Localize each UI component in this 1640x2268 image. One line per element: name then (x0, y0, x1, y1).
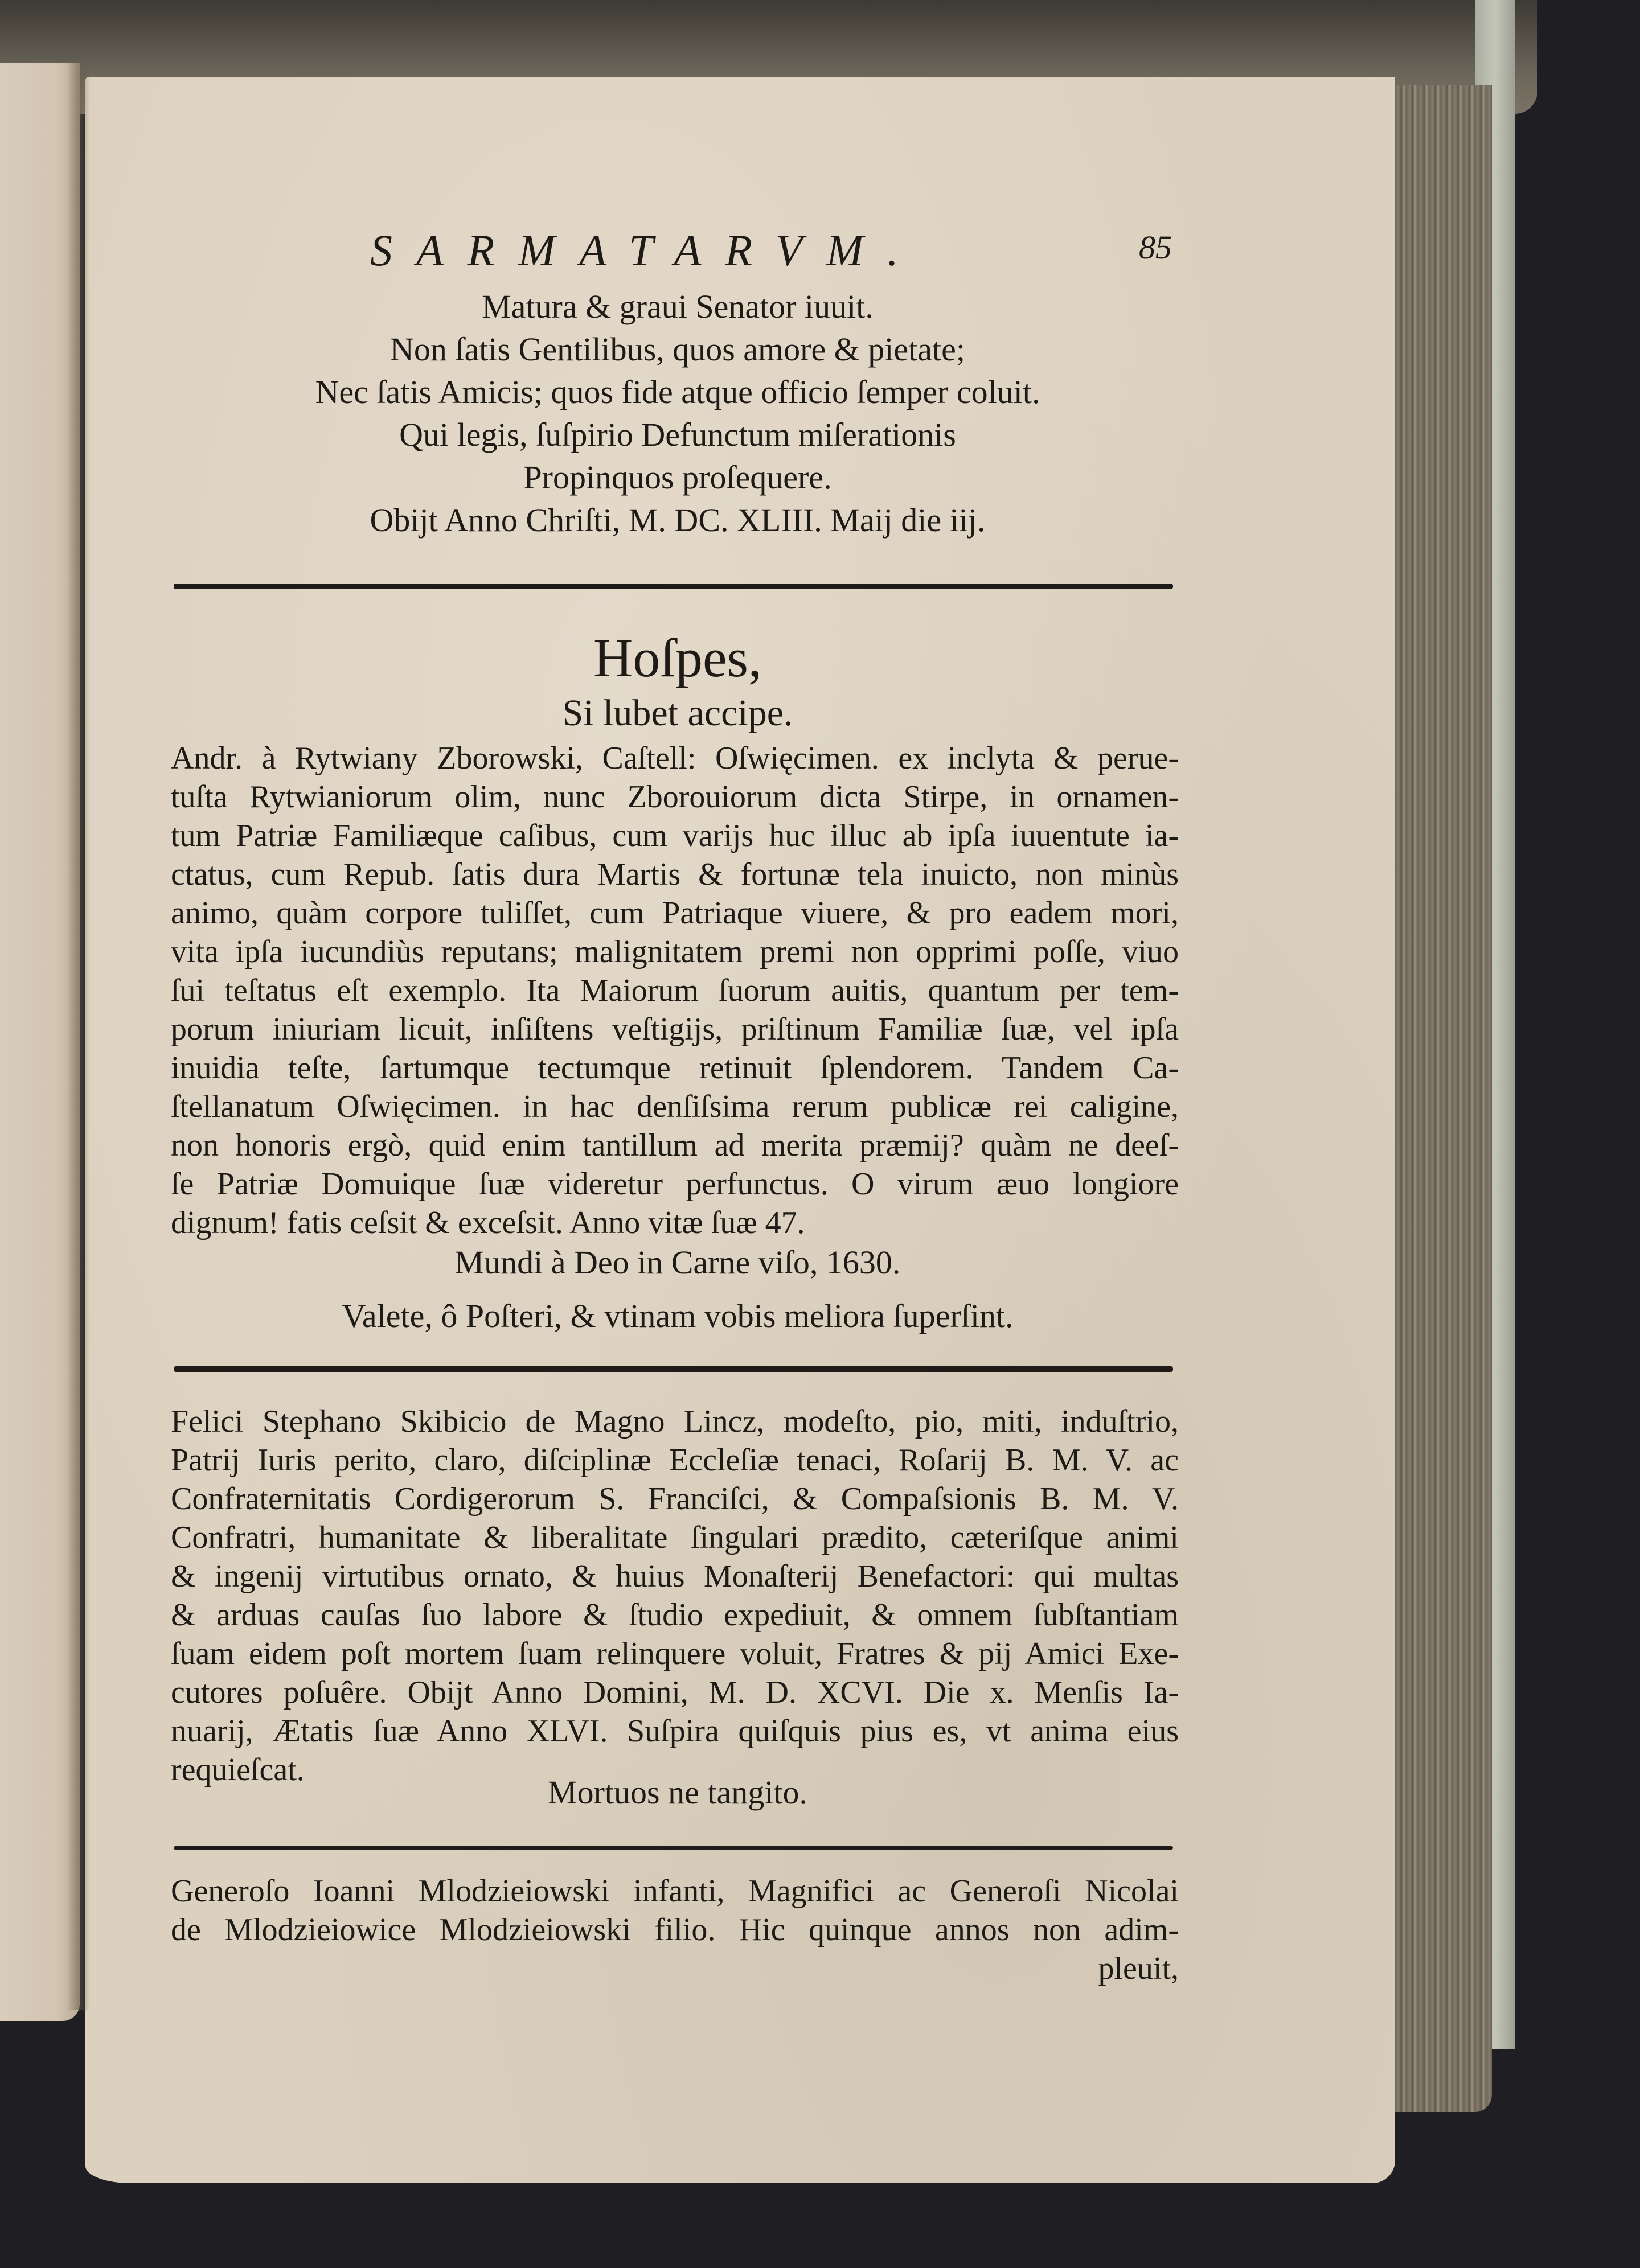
epitaph-line: Obijt Anno Chriſti, M. DC. XLIII. Maij die iij. (370, 502, 986, 539)
epitaph-line: & ingenij virtutibus ornato, & huius Monaſterij Benefactori: qui multas (171, 1559, 1179, 1594)
epitaph-line: tuſta Rytwianiorum olim, nunc Zborouiorum dicta Stirpe, in ornamen- (171, 779, 1179, 815)
epitaph-line: cutores poſuêre. Obijt Anno Domini, M. D. XCVI. Die x. Menſis Ia- (171, 1675, 1179, 1710)
epitaph-line: porum iniuriam licuit, inſiſtens veſtigijs, priſtinum Familiæ ſuæ, vel ipſa (171, 1012, 1179, 1047)
page-header (330, 225, 1184, 276)
epitaph-line: non honoris ergò, quid enim tantillum ad merita præmij? quàm ne deeſ- (171, 1128, 1179, 1163)
epitaph-line: Matura & graui Senator iuuit. (482, 288, 874, 325)
epitaph-line: ſe Patriæ Domuique ſuæ videretur perfunctus. O virum æuo longiore (171, 1166, 1179, 1202)
epitaph-line: Andr. à Rytwiany Zborowski, Caſtell: Oſwięcimen. ex inclyta & perue- (171, 741, 1179, 776)
epitaph-line: Nec ſatis Amicis; quos fide atque officio ſemper coluit. (315, 373, 1040, 410)
epitaph-line: ſui teſtatus eſt exemplo. Ita Maiorum ſuorum auitis, quantum per tem- (171, 973, 1179, 1008)
epitaph-line: & arduas cauſas ſuo labore & ſtudio expediuit, & omnem ſubſtantiam (171, 1597, 1179, 1633)
epitaph-title: Hoſpes, (593, 627, 762, 688)
running-head: SARMATARVM. (370, 225, 922, 275)
epitaph-line: ſuam eidem poſt mortem ſuam relinquere voluit, Fratres & pij Amici Exe- (171, 1636, 1179, 1671)
epitaph-line: de Mlodzieiowice Mlodzieiowski filio. Hic quinque annos non adim- (171, 1912, 1179, 1947)
epitaph-line: tum Patriæ Familiæque caſibus, cum varijs huc illuc ab ipſa iuuentute ia- (171, 818, 1179, 853)
epitaph-line: nuarij, Ætatis ſuæ Anno XLVI. Suſpira quiſquis pius es, vt anima eius (171, 1714, 1179, 1749)
section-divider (174, 1846, 1173, 1850)
epitaph-line: vita ipſa iucundiùs reputans; malignitatem premi non opprimi poſſe, viuo (171, 934, 1179, 969)
epitaph-line: Generoſo Ioanni Mlodzieiowski infanti, Magnifici ac Generoſi Nicolai (171, 1873, 1179, 1909)
epitaph-line: requieſcat. (171, 1752, 305, 1788)
section-divider (174, 584, 1173, 589)
epitaph-line: Propinquos proſequere. (523, 459, 832, 496)
section-divider (174, 1366, 1173, 1372)
epitaph-line: Confraternitatis Cordigerorum S. Franciſci, & Compaſsionis B. M. V. (171, 1481, 1179, 1517)
epitaph-line: animo, quàm corpore tuliſſet, cum Patriaque viuere, & pro eadem mori, (171, 895, 1179, 931)
epitaph-line: ſtellanatum Oſwięcimen. in hac denſiſsima rerum publicæ rei caligine, (171, 1089, 1179, 1124)
epitaph-line: dignum! fatis ceſsit & exceſsit. Anno vitæ ſuæ 47. (171, 1205, 805, 1240)
epitaph-line: Confratri, humanitate & liberalitate ſingulari prædito, cæteriſque animi (171, 1520, 1179, 1555)
epitaph-continuation: pleuit, (1098, 1951, 1179, 1986)
epitaph-closing: Mortuos ne tangito. (548, 1774, 807, 1811)
page-number: 85 (1139, 229, 1172, 266)
epitaph-date-line: Mundi à Deo in Carne viſo, 1630. (454, 1244, 901, 1281)
epitaph-subtitle: Si lubet accipe. (562, 692, 793, 734)
epitaph-line: Felici Stephano Skibicio de Magno Lincz, modeſto, pio, miti, induſtrio, (171, 1404, 1179, 1439)
epitaph-line: Qui legis, ſuſpirio Defunctum miſerationis (399, 416, 956, 453)
epitaph-line: inuidia teſte, ſartumque tectumque retinuit ſplendorem. Tandem Ca- (171, 1050, 1179, 1086)
epitaph-line: ctatus, cum Repub. ſatis dura Martis & fortunæ tela inuicto, non minùs (171, 857, 1179, 892)
epitaph-line: Non ſatis Gentilibus, quos amore & pietate; (390, 331, 965, 368)
epitaph-line: Patrij Iuris perito, claro, diſciplinæ Eccleſiæ tenaci, Roſarij B. M. V. ac (171, 1443, 1179, 1478)
page-stack-edges (1395, 85, 1492, 2112)
epitaph-farewell: Valete, ô Poſteri, & vtinam vobis meliora ſuperſint. (342, 1297, 1014, 1334)
book-gutter (67, 63, 90, 2010)
